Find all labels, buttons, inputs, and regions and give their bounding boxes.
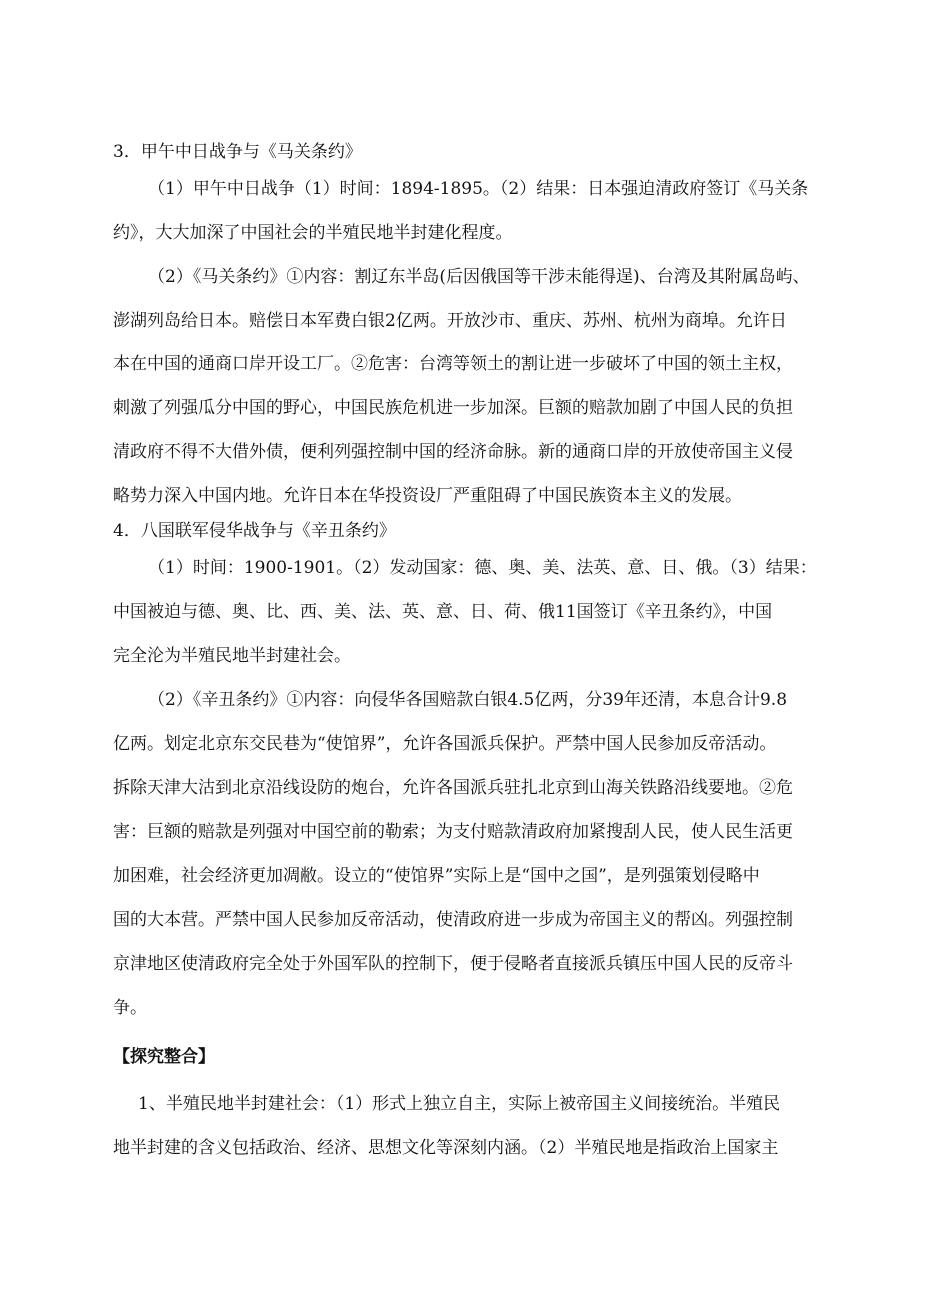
paragraph-line: 本在中国的通商口岸开设工厂。②危害：台湾等领土的割让进一步破坏了中国的领土主权， xyxy=(113,354,793,374)
paragraph-line: （1）甲午中日战争（1）时间：1894-1895。（2）结果：日本强迫清政府签订《马关条 xyxy=(148,179,809,199)
paragraph-line: 拆除天津大沽到北京沿线设防的炮台，允许各国派兵驻扎北京到山海关铁路沿线要地。②危 xyxy=(113,778,793,798)
paragraph-line: 国的大本营。严禁中国人民参加反帝活动，使清政府进一步成为帝国主义的帮凶。列强控制 xyxy=(113,910,793,930)
paragraph-line: （1）时间：1900-1901。（2）发动国家：德、奥、美、法英、意、日、俄。（3）结果： xyxy=(148,558,817,578)
heading-eight-nation-alliance: 4．八国联军侵华战争与《辛丑条约》 xyxy=(113,521,396,541)
paragraph-line: 中国被迫与德、奥、比、西、美、法、英、意、日、荷、俄11国签订《辛丑条约》，中国 xyxy=(113,602,773,622)
paragraph-line: 刺激了列强瓜分中国的野心，中国民族危机进一步加深。巨额的赔款加剧了中国人民的负担 xyxy=(113,398,793,418)
paragraph-line: 亿两。划定北京东交民巷为“使馆界”，允许各国派兵保护。严禁中国人民参加反帝活动。 xyxy=(113,734,777,754)
paragraph-line: 1、半殖民地半封建社会：（1）形式上独立自主，实际上被帝国主义间接统治。半殖民 xyxy=(138,1094,781,1114)
paragraph-line: 澎湖列岛给日本。赔偿日本军费白银2亿两。开放沙市、重庆、苏州、杭州为商埠。允许日 xyxy=(113,311,787,331)
paragraph-line: 争。 xyxy=(113,998,147,1018)
paragraph-line: （2）《马关条约》①内容：割辽东半岛(后因俄国等干涉未能得逞)、台湾及其附属岛屿、 xyxy=(148,267,810,287)
paragraph-line: 地半封建的含义包括政治、经济、思想文化等深刻内涵。（2）半殖民地是指政治上国家主 xyxy=(113,1138,779,1158)
paragraph-line: 加困难，社会经济更加凋敝。设立的“使馆界”实际上是“国中之国”，是列强策划侵略中 xyxy=(113,866,760,886)
paragraph-line: 完全沦为半殖民地半封建社会。 xyxy=(113,646,351,666)
paragraph-line: 清政府不得不大借外债，便利列强控制中国的经济命脉。新的通商口岸的开放使帝国主义侵 xyxy=(113,442,793,462)
heading-sino-japanese-war: 3．甲午中日战争与《马关条约》 xyxy=(113,142,362,162)
paragraph-line: 京津地区使清政府完全处于外国军队的控制下，便于侵略者直接派兵镇压中国人民的反帝斗 xyxy=(113,954,793,974)
section-heading-exploration: 【探究整合】 xyxy=(113,1047,215,1067)
paragraph-line: 略势力深入中国内地。允许日本在华投资设厂严重阻碍了中国民族资本主义的发展。 xyxy=(113,486,742,506)
paragraph-line: 害：巨额的赔款是列强对中国空前的勒索；为支付赔款清政府加紧搜刮人民，使人民生活更 xyxy=(113,822,793,842)
paragraph-line: （2）《辛丑条约》①内容：向侵华各国赔款白银4.5亿两，分39年还清，本息合计9.8 xyxy=(148,690,788,710)
paragraph-line: 约》，大大加深了中国社会的半殖民地半封建化程度。 xyxy=(113,223,513,243)
